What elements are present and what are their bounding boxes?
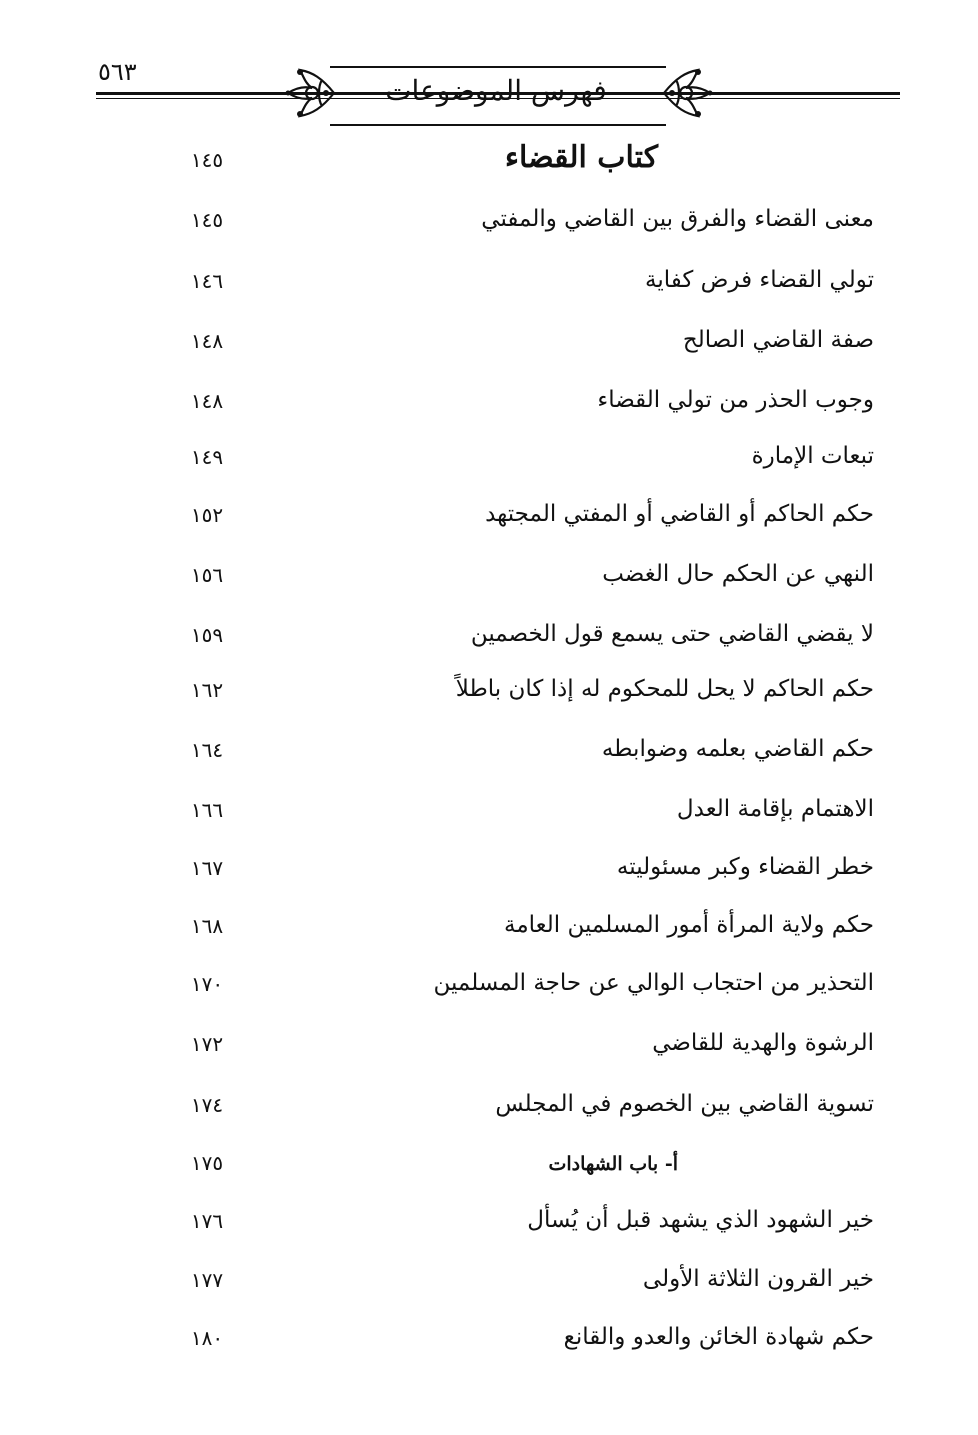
header-bottom-rule xyxy=(330,124,666,126)
toc-entry-page: ١٦٢ xyxy=(190,678,224,702)
toc-row xyxy=(0,1087,978,1127)
toc-entry-title: كتاب القضاء xyxy=(504,140,658,175)
toc-entry-title: معنى القضاء والفرق بين القاضي والمفتي xyxy=(481,206,874,232)
toc-entry-title: خير الشهود الذي يشهد قبل أن يُسأل xyxy=(527,1207,874,1233)
toc-row xyxy=(0,617,978,657)
toc-entry-title: الرشوة والهدية للقاضي xyxy=(652,1030,874,1056)
toc-entry-title: حكم ولاية المرأة أمور المسلمين العامة xyxy=(504,912,874,938)
toc-entry-title: وجوب الحذر من تولي القضاء xyxy=(597,387,874,413)
toc-row xyxy=(0,732,978,772)
toc-entry-title: تسوية القاضي بين الخصوم في المجلس xyxy=(495,1091,874,1117)
toc-row xyxy=(0,908,978,948)
toc-entry-title: خير القرون الثلاثة الأولى xyxy=(642,1266,874,1292)
toc-row xyxy=(0,202,978,242)
toc-row xyxy=(0,966,978,1006)
toc-entry-page: ١٦٤ xyxy=(190,738,224,762)
toc-row xyxy=(0,383,978,423)
toc-entry-page: ١٤٥ xyxy=(190,208,224,232)
toc-row xyxy=(0,439,978,479)
toc-entry-page: ١٧٧ xyxy=(190,1268,224,1292)
toc-row xyxy=(0,1203,978,1243)
toc-entry-page: ١٥٦ xyxy=(190,563,224,587)
toc-entry-page: ١٤٨ xyxy=(190,329,224,353)
header-top-rule xyxy=(330,66,666,68)
toc-entry-page: ١٧٥ xyxy=(190,1151,224,1175)
toc-row xyxy=(0,263,978,303)
toc-row xyxy=(0,1320,978,1360)
toc-entry-title: التحذير من احتجاب الوالي عن حاجة المسلمين xyxy=(433,970,874,996)
toc-entry-page: ١٦٧ xyxy=(190,856,224,880)
toc-entry-title: حكم القاضي بعلمه وضوابطه xyxy=(601,736,874,762)
toc-entry-page: ١٧٠ xyxy=(190,972,224,996)
header-title: فهرس الموضوعات xyxy=(385,74,607,107)
page-header xyxy=(96,52,900,138)
toc-entry-page: ١٥٩ xyxy=(190,623,224,647)
toc-row xyxy=(0,850,978,890)
ornament-left-icon xyxy=(282,58,340,128)
toc-row xyxy=(0,1026,978,1066)
toc-row xyxy=(0,497,978,537)
toc-entry-title: خطر القضاء وكبر مسئوليته xyxy=(616,854,874,880)
toc-chapter-row xyxy=(0,142,978,182)
ornament-right-icon xyxy=(658,58,716,128)
toc-entry-page: ١٧٤ xyxy=(190,1093,224,1117)
page-number: ٥٦٣ xyxy=(98,58,137,86)
toc-entry-page: ١٦٨ xyxy=(190,914,224,938)
toc-entry-title: أ- باب الشهادات xyxy=(548,1153,678,1175)
toc-entry-page: ١٥٢ xyxy=(190,503,224,527)
toc-entry-title: الاهتمام بإقامة العدل xyxy=(676,796,874,822)
toc-entry-title: صفة القاضي الصالح xyxy=(682,327,874,353)
toc-entry-title: حكم الحاكم لا يحل للمحكوم له إذا كان باطلاً xyxy=(455,676,874,702)
toc-entry-page: ١٤٦ xyxy=(190,269,224,293)
toc-section-row xyxy=(0,1145,978,1185)
toc-entry-title: تبعات الإمارة xyxy=(751,443,874,469)
toc-entry-title: تولي القضاء فرض كفاية xyxy=(644,267,874,293)
toc-entry-title: حكم شهادة الخائن والعدو والقانع xyxy=(563,1324,874,1350)
toc-row xyxy=(0,672,978,712)
toc-entry-page: ١٤٥ xyxy=(190,148,224,172)
toc-entry-title: لا يقضي القاضي حتى يسمع قول الخصمين xyxy=(470,621,874,647)
toc-entry-page: ١٧٦ xyxy=(190,1209,224,1233)
toc-entry-title: النهي عن الحكم حال الغضب xyxy=(602,561,874,587)
toc-row xyxy=(0,792,978,832)
toc-entry-page: ١٧٢ xyxy=(190,1032,224,1056)
toc-row xyxy=(0,323,978,363)
toc-row xyxy=(0,1262,978,1302)
toc-entry-page: ١٦٦ xyxy=(190,798,224,822)
toc-entry-page: ١٤٨ xyxy=(190,389,224,413)
toc-entry-page: ١٤٩ xyxy=(190,445,224,469)
toc-row xyxy=(0,557,978,597)
toc-entry-page: ١٨٠ xyxy=(190,1326,224,1350)
toc-entry-title: حكم الحاكم أو القاضي أو المفتي المجتهد xyxy=(485,501,874,527)
